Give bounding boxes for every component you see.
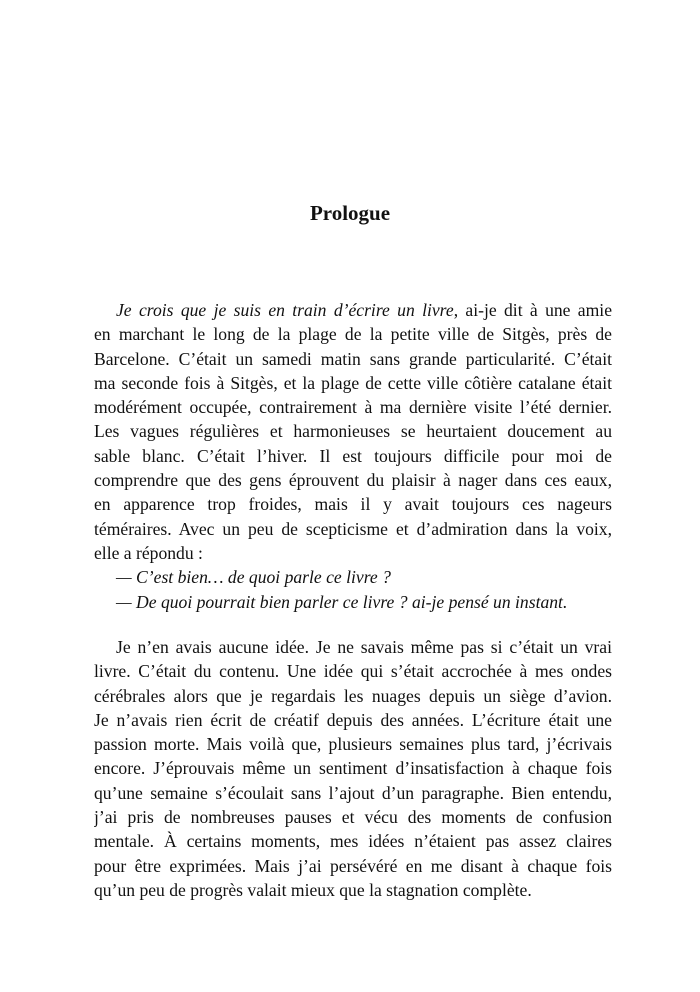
first-paragraph — [94, 298, 612, 614]
chapter-title: Prologue — [309, 201, 391, 225]
paragraph-line: sable blanc. C’était l’hiver. Il est toujours difficile pour moi de — [94, 445, 612, 466]
paragraph-line: encore. J’éprouvais même un sentiment d’insatisfaction à chaque fois — [94, 758, 612, 779]
dialogue-line: — De quoi pourrait bien parler ce livre ? ai-je pensé un instant. — [116, 591, 568, 612]
paragraph-line: cérébrales alors que je regardais les nuages depuis un siège d’avion. — [94, 685, 612, 706]
paragraph-line: j’ai pris de nombreuses pauses et vécu des moments de confusion — [94, 807, 612, 828]
second-paragraph — [94, 635, 612, 902]
paragraph-line: comprendre que des gens éprouvent du plaisir à nager dans ces eaux, — [94, 470, 612, 491]
paragraph-line: passion morte. Mais voilà que, plusieurs semaines plus tard, j’écrivais — [94, 734, 612, 755]
paragraph-line: en marchant le long de la plage de la petite ville de Sitgès, près de — [94, 324, 612, 345]
italic-quote: Je crois que je suis en train d’écrire un livre — [116, 300, 454, 320]
paragraph-line: Je n’avais rien écrit de créatif depuis des années. L’écriture était une — [94, 709, 612, 730]
paragraph-line: elle a répondu : — [94, 542, 203, 563]
paragraph-line: livre. C’était du contenu. Une idée qui s’était accrochée à mes ondes — [94, 661, 612, 682]
paragraph-line: qu’une semaine s’écoulait sans l’ajout d’un paragraphe. Bien entendu, — [94, 782, 612, 803]
line-text: , ai-je dit à une amie — [453, 300, 612, 320]
paragraph-line: modérément occupée, contrairement à ma dernière visite l’été dernier. — [94, 397, 612, 418]
paragraph-line: Je n’en avais aucune idée. Je ne savais même pas si c’était un vrai — [116, 637, 612, 657]
dialogue-line: — C’est bien… de quoi parle ce livre ? — [116, 567, 391, 588]
paragraph-line: pour être exprimées. Mais j’ai persévéré en me disant à chaque fois — [94, 855, 612, 876]
paragraph-line: Les vagues régulières et harmonieuses se heurtaient doucement au — [94, 421, 612, 442]
paragraph-line: Barcelone. C’était un samedi matin sans grande particularité. C’était — [94, 348, 612, 369]
paragraph-line: téméraires. Avec un peu de scepticisme et d’admiration dans la voix, — [94, 518, 612, 539]
paragraph-line — [94, 298, 612, 322]
paragraph-line: ma seconde fois à Sitgès, et la plage de cette ville côtière catalane était — [94, 372, 612, 393]
paragraph-line: qu’un peu de progrès valait mieux que la stagnation complète. — [94, 879, 532, 900]
paragraph-line: mentale. À certains moments, mes idées n’étaient pas assez claires — [94, 831, 612, 852]
paragraph-line: en apparence trop froides, mais il y avait toujours ces nageurs — [94, 494, 612, 515]
